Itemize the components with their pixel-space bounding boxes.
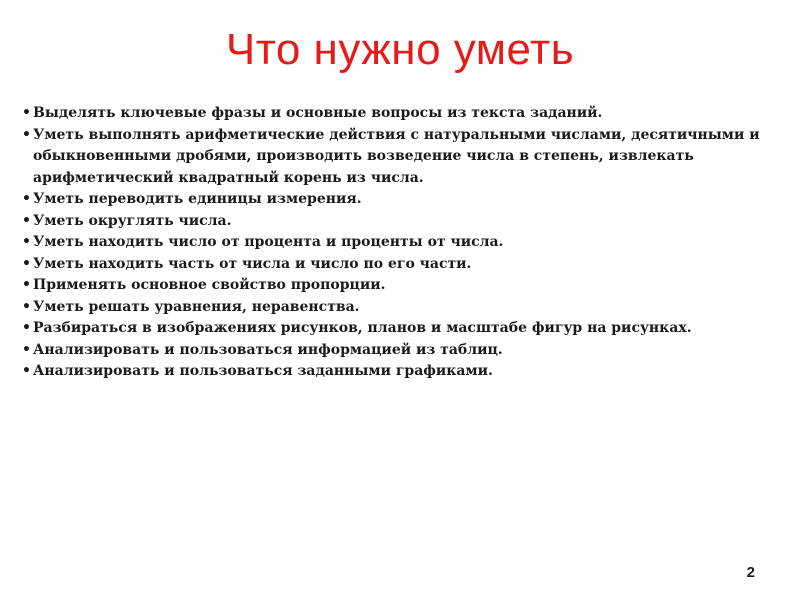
bullet-icon: •: [22, 320, 31, 336]
list-item: [22, 297, 782, 319]
bullet-icon: •: [22, 105, 31, 121]
list-item-text: Разбираться в изображениях рисунков, планов и масштабе фигур на рисунках.: [33, 320, 692, 336]
bullet-icon: •: [22, 341, 31, 358]
list-item: [22, 254, 782, 276]
bullet-icon: •: [22, 126, 31, 143]
slide-title: Что нужно уметь: [225, 25, 575, 74]
list-item-text: Анализировать и пользоваться заданными графиками.: [33, 363, 493, 379]
bullet-icon: •: [22, 277, 31, 293]
list-item: [22, 232, 782, 254]
list-item: [22, 361, 782, 383]
list-item-text: Уметь находить число от процента и проценты от числа.: [33, 234, 504, 250]
list-item-text: Уметь переводить единицы измерения.: [33, 191, 362, 207]
list-item: [22, 189, 782, 211]
list-item: [22, 275, 782, 297]
skills-list: [22, 103, 782, 383]
bullet-icon: •: [22, 363, 31, 379]
list-item-text: Уметь находить часть от числа и число по его части.: [33, 255, 472, 272]
list-item: [22, 125, 782, 190]
bullet-icon: •: [22, 191, 31, 207]
bullet-icon: •: [22, 234, 31, 250]
list-item: [22, 318, 782, 340]
list-item: [22, 103, 782, 125]
list-item: [22, 340, 782, 362]
list-item-text: Анализировать и пользоваться информацией из таблиц.: [33, 341, 503, 358]
list-item-text: Уметь решать уравнения, неравенства.: [33, 298, 360, 315]
list-item-text: Выделять ключевые фразы и основные вопросы из текста заданий.: [33, 105, 603, 121]
bullet-icon: •: [22, 255, 31, 272]
list-item-text: Применять основное свойство пропорции.: [33, 277, 386, 293]
list-item-text: Уметь выполнять арифметические действия с натуральными числами, десятичными и обыкновенными дробями, производить возведение числа в степень, извлекать арифметический квадратный корень из числа.: [33, 126, 760, 186]
list-item: [22, 211, 782, 233]
page-number: 2: [746, 564, 755, 581]
list-item-text: Уметь округлять числа.: [33, 212, 232, 229]
bullet-icon: •: [22, 212, 31, 229]
bullet-icon: •: [22, 298, 31, 315]
